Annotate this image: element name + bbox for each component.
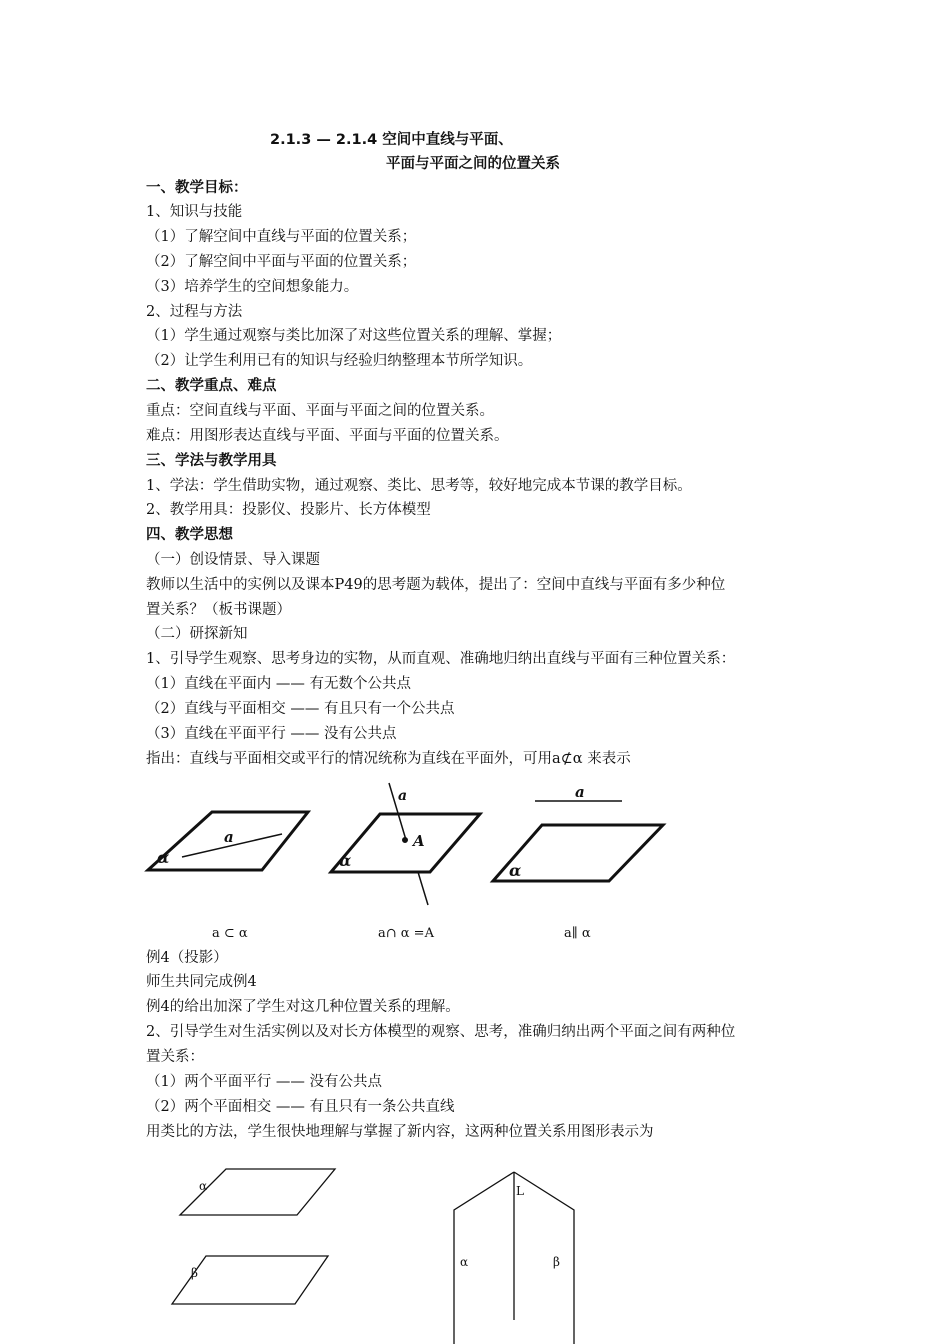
figure-line-in-plane [148, 812, 308, 870]
text-line: 2、引导学生对生活实例以及对长方体模型的观察、思考，准确归纳出两个平面之间有两种位 [146, 1024, 736, 1040]
label-alpha: α [509, 861, 522, 880]
text-line: 置关系？（板书课题） [146, 602, 291, 618]
label-beta: β [553, 1255, 560, 1269]
text-line: （1）了解空间中直线与平面的位置关系； [146, 229, 417, 245]
figure-line-parallel-plane [493, 783, 663, 881]
text-line: （1）直线在平面内 —— 有无数个公共点 [146, 676, 411, 692]
text-line: （1）学生通过观察与类比加深了对这些位置关系的理解、掌握； [146, 328, 562, 344]
label-A: A [413, 832, 425, 850]
text-line: 一、教学目标： [146, 180, 248, 196]
label-a: a [398, 788, 408, 804]
text-line: 例4的给出加深了学生对这几种位置关系的理解。 [146, 999, 460, 1015]
text-line: 1、学法：学生借助实物，通过观察、类比、思考等，较好地完成本节课的教学目标。 [146, 478, 692, 494]
text-line: 重点：空间直线与平面、平面与平面之间的位置关系。 [146, 403, 494, 419]
figure-caption-parallel: a∥ α [564, 926, 591, 941]
text-line: 2、教学用具：投影仪、投影片、长方体模型 [146, 502, 431, 518]
text-line: 难点：用图形表达直线与平面、平面与平面的位置关系。 [146, 428, 509, 444]
figure-line-intersects-plane [331, 783, 480, 905]
text-line: 师生共同完成例4 [146, 974, 257, 990]
text-line: 例4（投影） [146, 950, 228, 966]
label-alpha: α [339, 851, 352, 870]
text-line: 1、引导学生观察、思考身边的实物，从而直观、准确地归纳出直线与平面有三种位置关系： [146, 651, 736, 667]
label-alpha: α [157, 848, 170, 867]
figure-intersecting-planes [454, 1172, 574, 1344]
text-line: 2、过程与方法 [146, 304, 243, 320]
figure-caption-intersect: a∩ α =A [378, 926, 434, 941]
text-line: 教师以生活中的实例以及课本P49的思考题为载体，提出了：空间中直线与平面有多少种位 [146, 577, 726, 593]
text-line: （3）培养学生的空间想象能力。 [146, 279, 359, 295]
text-line: 四、教学思想 [146, 527, 233, 543]
text-line: （2）让学生利用已有的知识与经验归纳整理本节所学知识。 [146, 353, 533, 369]
figure-caption-in: a ⊂ α [212, 926, 248, 941]
text-line: 置关系： [146, 1049, 204, 1065]
plane-beta [172, 1256, 328, 1304]
figure-parallel-planes [172, 1169, 335, 1304]
label-L: L [516, 1184, 524, 1198]
text-line: （2）了解空间中平面与平面的位置关系； [146, 254, 417, 270]
document-title-line-1: 2.1.3 — 2.1.4 空间中直线与平面、 [270, 132, 513, 148]
label-a: a [575, 783, 585, 801]
point-A [403, 838, 408, 843]
text-line: （1）两个平面平行 —— 没有公共点 [146, 1074, 382, 1090]
text-line: （2）直线与平面相交 —— 有且只有一个公共点 [146, 701, 455, 717]
label-alpha: α [199, 1179, 208, 1193]
text-line: 二、教学重点、难点 [146, 378, 277, 394]
text-line: 指出：直线与平面相交或平行的情况统称为直线在平面外，可用a⊄α 来表示 [146, 751, 631, 767]
text-line: 1、知识与技能 [146, 204, 243, 220]
text-line: 三、学法与教学用具 [146, 453, 277, 469]
text-line: （2）两个平面相交 —— 有且只有一条公共直线 [146, 1099, 455, 1115]
text-line: （一）创设情景、导入课题 [146, 552, 320, 568]
plane-parallelogram [331, 814, 480, 872]
line-a-below [418, 872, 428, 905]
document-title-line-2: 平面与平面之间的位置关系 [386, 156, 560, 172]
text-line: 用类比的方法，学生很快地理解与掌握了新内容，这两种位置关系用图形表示为 [146, 1124, 654, 1140]
label-alpha: α [460, 1255, 469, 1269]
label-beta: β [191, 1266, 198, 1280]
label-a: a [224, 828, 234, 846]
text-line: （3）直线在平面平行 —— 没有公共点 [146, 726, 397, 742]
text-line: （二）研探新知 [146, 626, 248, 642]
